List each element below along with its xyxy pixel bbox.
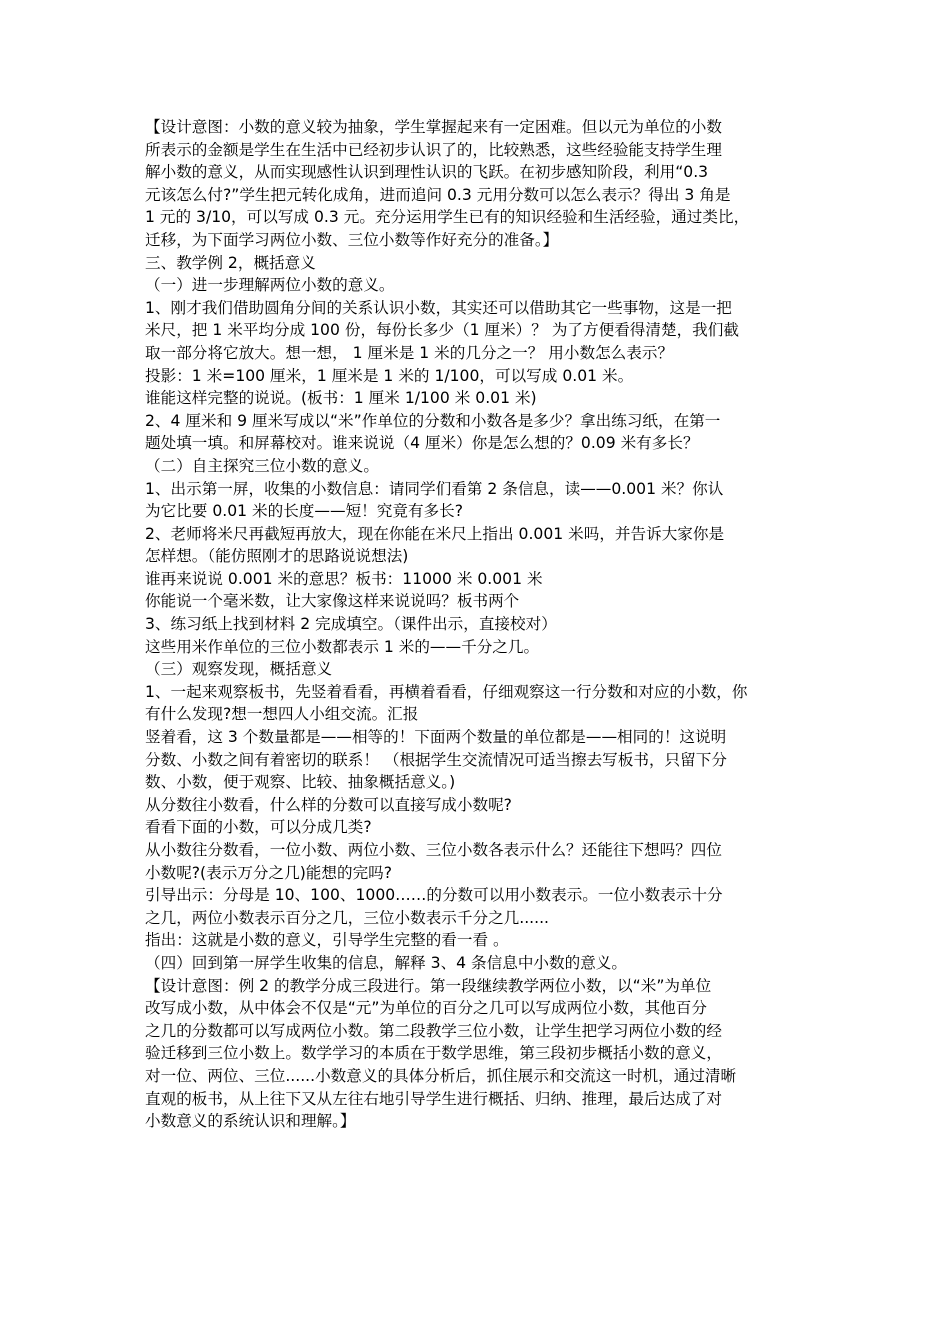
text-line: 【设计意图：小数的意义较为抽象，学生掌握起来有一定困难。但以元为单位的小数: [145, 118, 722, 136]
text-line: 投影：1 米=100 厘米，1 厘米是 1 米的 1/100，可以写成 0.01 米。: [145, 366, 634, 385]
text-line: 从小数往分数看，一位小数、两位小数、三位小数各表示什么？还能往下想吗？四位: [145, 841, 722, 859]
text-line: 谁再来说说 0.001 米的意思？板书：11000 米 0.001 米: [145, 569, 543, 588]
text-line: 从分数往小数看，什么样的分数可以直接写成小数呢?: [145, 795, 512, 814]
text-line: 取一部分将它放大。想一想， 1 厘米是 1 米的几分之一？ 用小数怎么表示？: [145, 343, 674, 362]
text-line: （三）观察发现，概括意义: [145, 660, 333, 679]
text-line: 1 元的 3/10，可以写成 0.3 元。充分运用学生已有的知识经验和生活经验，通过类比，: [145, 208, 750, 227]
text-line: 改写成小数，从中体会不仅是“元”为单位的百分之几可以写成两位小数，其他百分: [145, 999, 707, 1018]
text-line: 小数意义的系统认识和理解。】: [145, 1112, 356, 1131]
text-line: 为它比要 0.01 米的长度——短！究竟有多长?: [145, 502, 464, 521]
text-line: 怎样想。（能仿照刚才的思路说说想法): [145, 547, 409, 566]
text-line: 迁移，为下面学习两位小数、三位小数等作好充分的准备。】: [145, 230, 559, 249]
text-line: 所表示的金额是学生在生活中已经初步认识了的，比较熟悉，这些经验能支持学生理: [145, 140, 722, 159]
text-line: 小数呢?(表示万分之几)能想的完吗?: [145, 863, 393, 882]
text-line: 直观的板书，从上往下又从左往右地引导学生进行概括、归纳、推理，最后达成了对: [145, 1089, 722, 1108]
text-line: 有什么发现?想一想四人小组交流。汇报: [145, 705, 419, 724]
text-line: 1、出示第一屏，收集的小数信息：请同学们看第 2 条信息，读——0.001 米？你认: [145, 479, 724, 498]
text-line: 之几，两位小数表示百分之几，三位小数表示千分之几......: [145, 908, 549, 927]
text-line: 之几的分数都可以写成两位小数。第二段教学三位小数，让学生把学习两位小数的经: [145, 1021, 722, 1040]
text-line: （四）回到第一屏学生收集的信息，解释 3、4 条信息中小数的意义。: [145, 953, 627, 972]
text-line: （二）自主探究三位小数的意义。: [145, 456, 379, 475]
text-line: 数、小数，便于观察、比较、抽象概括意义。): [145, 773, 456, 792]
text-line: 看看下面的小数，可以分成几类?: [145, 818, 372, 837]
text-line: 三、教学例 2，概括意义: [145, 253, 316, 272]
text-line: 验迁移到三位小数上。数学学习的本质在于数学思维，第三段初步概括小数的意义，: [145, 1044, 722, 1063]
document-body: [145, 116, 810, 1133]
text-line: 指出：这就是小数的意义，引导学生完整的看一看 。: [145, 931, 509, 950]
text-line: 竖着看，这 3 个数量都是——相等的！下面两个数量的单位都是——相同的！这说明: [145, 728, 727, 747]
text-line: 题处填一填。和屏幕校对。谁来说说（4 厘米）你是怎么想的？0.09 米有多长？: [145, 434, 699, 453]
text-line: 米尺，把 1 米平均分成 100 份，每份长多少（1 厘米）？ 为了方便看得清楚，我们截: [145, 321, 739, 340]
text-line: 解小数的意义，从而实现感性认识到理性认识的飞跃。在初步感知阶段，利用“0.3: [145, 163, 709, 182]
text-line: （一）进一步理解两位小数的意义。: [145, 276, 395, 295]
text-line: 分数、小数之间有着密切的联系！ （根据学生交流情况可适当擦去写板书，只留下分: [145, 750, 727, 769]
text-line: 引导出示：分母是 10、100、1000……的分数可以用小数表示。一位小数表示十分: [145, 886, 723, 905]
text-line: 2、4 厘米和 9 厘米写成以“米”作单位的分数和小数各是多少？拿出练习纸，在第一: [145, 411, 721, 430]
text-line: 对一位、两位、三位......小数意义的具体分析后，抓住展示和交流这一时机，通过清晰: [145, 1066, 737, 1085]
text-line: 1、一起来观察板书，先竖着看看，再横着看看，仔细观察这一行分数和对应的小数，你: [145, 682, 748, 701]
text-line: 谁能这样完整的说说。(板书：1 厘米 1/100 米 0.01 米): [145, 389, 537, 408]
text-line: 3、练习纸上找到材料 2 完成填空。（课件出示，直接校对）: [145, 615, 557, 634]
text-line: 1、刚才我们借助圆角分间的关系认识小数，其实还可以借助其它一些事物，这是一把: [145, 298, 732, 317]
text-line: 元该怎么付?”学生把元转化成角，进而追问 0.3 元用分数可以怎么表示？得出 3 角是: [145, 185, 731, 204]
text-line: 这些用米作单位的三位小数都表示 1 米的——千分之几。: [145, 637, 540, 656]
text-line: 你能说一个毫米数，让大家像这样来说说吗？板书两个: [145, 592, 520, 611]
text-line: 【设计意图：例 2 的教学分成三段进行。第一段继续教学两位小数，以“米”为单位: [145, 976, 712, 995]
text-line: 2、老师将米尺再截短再放大，现在你能在米尺上指出 0.001 米吗，并告诉大家你是: [145, 524, 725, 543]
